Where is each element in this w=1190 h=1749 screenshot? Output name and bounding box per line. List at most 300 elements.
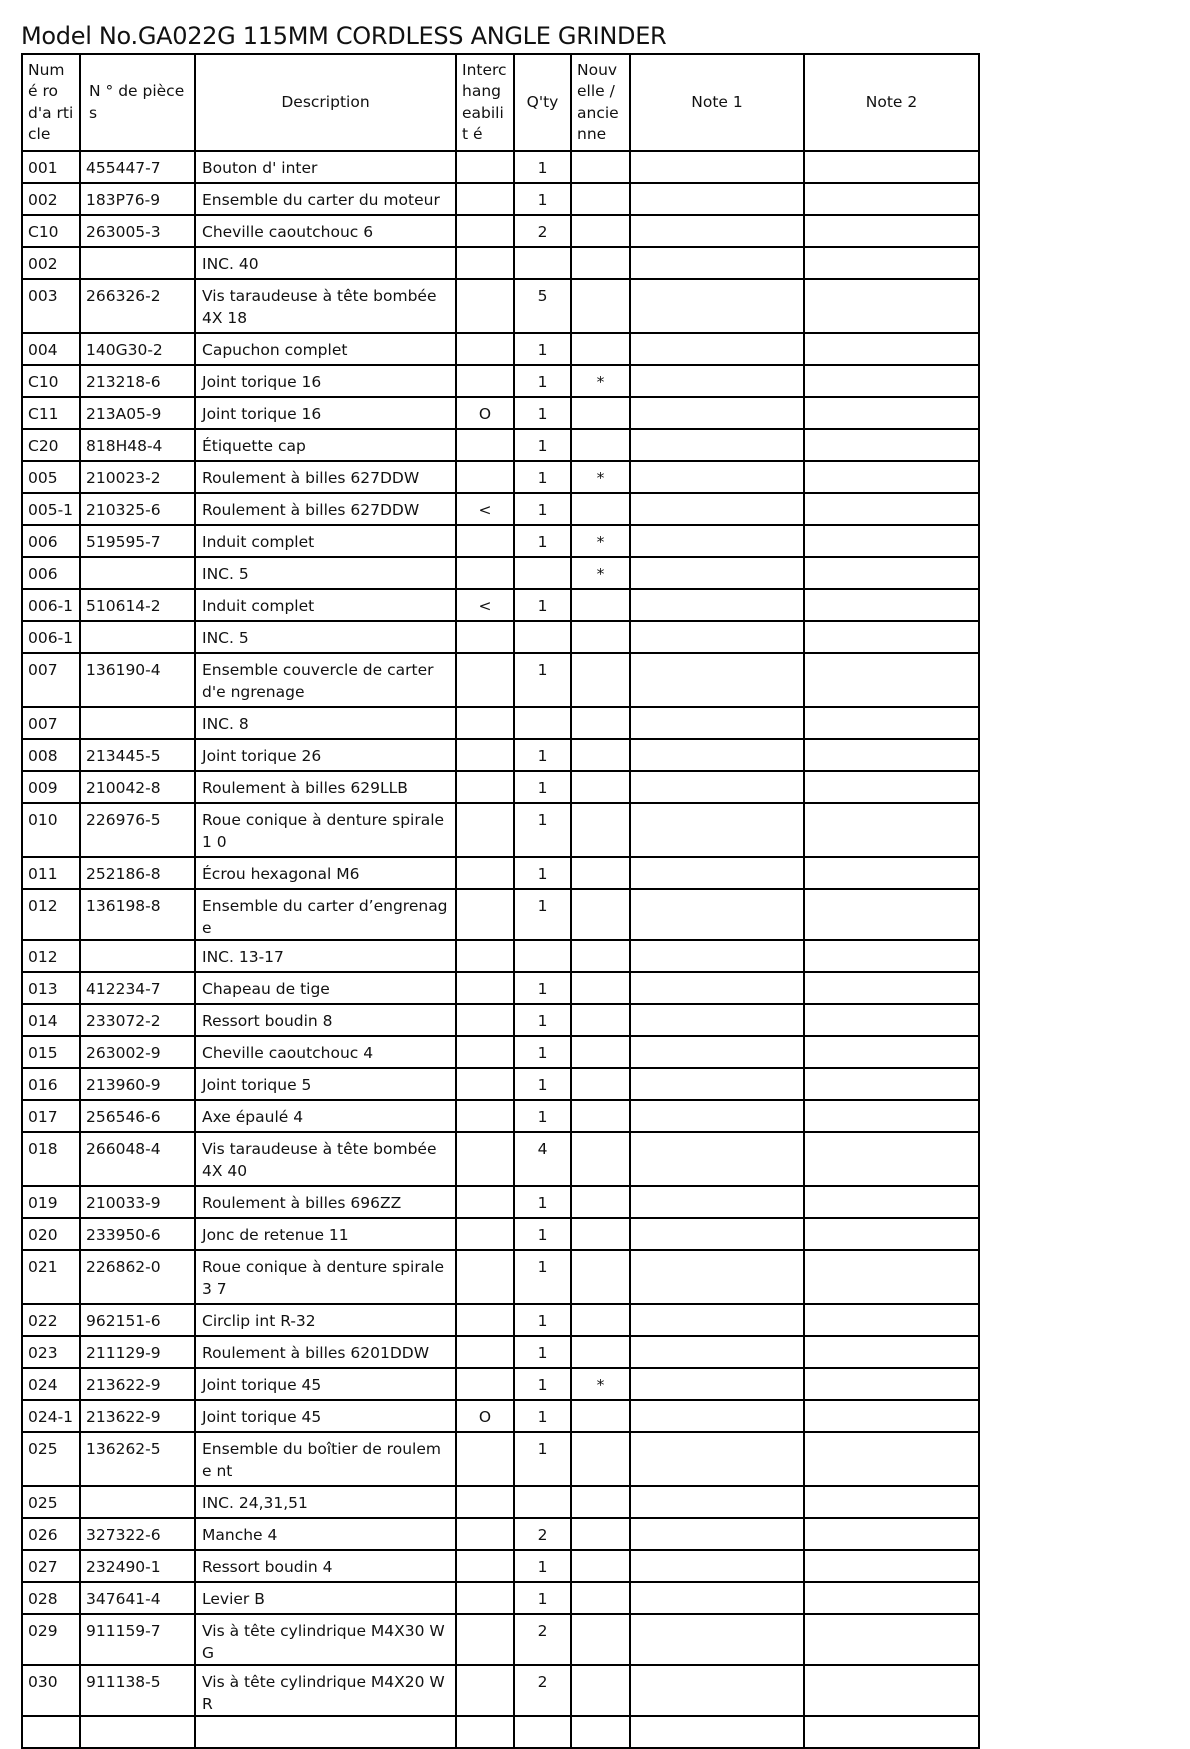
cell-note-2 — [804, 940, 979, 972]
cell-item-number: 003 — [22, 279, 80, 333]
cell-item-number: 028 — [22, 1582, 80, 1614]
cell-new-old — [571, 151, 630, 183]
cell-note-2 — [804, 279, 979, 333]
cell-item-number: 017 — [22, 1100, 80, 1132]
cell-note-2 — [804, 857, 979, 889]
cell-new-old — [571, 333, 630, 365]
cell-quantity: 1 — [514, 1036, 571, 1068]
cell-new-old — [571, 1218, 630, 1250]
cell-quantity: 1 — [514, 972, 571, 1004]
cell-new-old — [571, 653, 630, 707]
cell-part-number: 233072-2 — [80, 1004, 195, 1036]
cell-description: INC. 5 — [195, 557, 456, 589]
cell-quantity — [514, 247, 571, 279]
cell-item-number: 018 — [22, 1132, 80, 1186]
cell-interchangeability — [456, 1486, 514, 1518]
cell-item-number: 013 — [22, 972, 80, 1004]
table-row — [22, 1486, 979, 1518]
cell-part-number — [80, 621, 195, 653]
cell-description: INC. 5 — [195, 621, 456, 653]
cell-note-1 — [630, 461, 804, 493]
cell-part-number: 213960-9 — [80, 1068, 195, 1100]
cell-quantity — [514, 707, 571, 739]
cell-quantity: 5 — [514, 279, 571, 333]
cell-new-old — [571, 589, 630, 621]
cell-item-number: 022 — [22, 1304, 80, 1336]
cell-part-number: 233950-6 — [80, 1218, 195, 1250]
cell-new-old — [571, 1132, 630, 1186]
cell-quantity: 1 — [514, 525, 571, 557]
cell-new-old — [571, 803, 630, 857]
cell-interchangeability: < — [456, 589, 514, 621]
cell-part-number: 263005-3 — [80, 215, 195, 247]
cell-description: Roulement à billes 627DDW — [195, 461, 456, 493]
cell-new-old — [571, 279, 630, 333]
cell-new-old — [571, 1716, 630, 1748]
cell-quantity: 1 — [514, 183, 571, 215]
cell-part-number: 327322-6 — [80, 1518, 195, 1550]
cell-new-old — [571, 1665, 630, 1716]
cell-note-2 — [804, 1336, 979, 1368]
cell-interchangeability — [456, 525, 514, 557]
cell-quantity: 1 — [514, 1336, 571, 1368]
cell-note-2 — [804, 1004, 979, 1036]
cell-note-2 — [804, 1716, 979, 1748]
cell-quantity: 2 — [514, 1614, 571, 1665]
cell-note-2 — [804, 1582, 979, 1614]
cell-interchangeability: < — [456, 493, 514, 525]
cell-note-2 — [804, 889, 979, 940]
table-row — [22, 1550, 979, 1582]
cell-note-1 — [630, 1100, 804, 1132]
cell-note-2 — [804, 151, 979, 183]
cell-note-1 — [630, 1368, 804, 1400]
cell-part-number: 213A05-9 — [80, 397, 195, 429]
cell-interchangeability — [456, 889, 514, 940]
cell-quantity: 1 — [514, 1432, 571, 1486]
table-row — [22, 365, 979, 397]
cell-part-number: 136190-4 — [80, 653, 195, 707]
cell-note-2 — [804, 771, 979, 803]
cell-interchangeability — [456, 739, 514, 771]
header-part-number: N ° de pièces — [80, 54, 195, 151]
cell-quantity: 1 — [514, 1004, 571, 1036]
cell-item-number: 011 — [22, 857, 80, 889]
cell-description: Capuchon complet — [195, 333, 456, 365]
cell-interchangeability — [456, 1186, 514, 1218]
cell-new-old — [571, 1336, 630, 1368]
cell-note-2 — [804, 1304, 979, 1336]
cell-quantity: 1 — [514, 739, 571, 771]
cell-description: Roulement à billes 627DDW — [195, 493, 456, 525]
cell-note-2 — [804, 621, 979, 653]
cell-description: Ensemble du boîtier de rouleme nt — [195, 1432, 456, 1486]
cell-item-number: C10 — [22, 215, 80, 247]
cell-note-1 — [630, 972, 804, 1004]
cell-interchangeability — [456, 1132, 514, 1186]
cell-note-2 — [804, 1518, 979, 1550]
cell-new-old — [571, 429, 630, 461]
cell-part-number: 232490-1 — [80, 1550, 195, 1582]
table-row — [22, 333, 979, 365]
cell-description: Roulement à billes 696ZZ — [195, 1186, 456, 1218]
cell-new-old — [571, 1518, 630, 1550]
cell-note-1 — [630, 1614, 804, 1665]
cell-part-number: 266048-4 — [80, 1132, 195, 1186]
cell-note-1 — [630, 247, 804, 279]
cell-new-old — [571, 247, 630, 279]
table-row — [22, 889, 979, 940]
cell-item-number: 025 — [22, 1486, 80, 1518]
cell-description: Induit complet — [195, 525, 456, 557]
cell-note-1 — [630, 1004, 804, 1036]
cell-description: Roulement à billes 6201DDW — [195, 1336, 456, 1368]
cell-interchangeability — [456, 1716, 514, 1748]
cell-item-number: 012 — [22, 940, 80, 972]
table-row — [22, 1336, 979, 1368]
table-row — [22, 589, 979, 621]
cell-description: Levier B — [195, 1582, 456, 1614]
cell-quantity: 1 — [514, 429, 571, 461]
table-row — [22, 739, 979, 771]
table-row — [22, 1218, 979, 1250]
cell-new-old — [571, 1186, 630, 1218]
cell-note-1 — [630, 1716, 804, 1748]
cell-item-number: 001 — [22, 151, 80, 183]
cell-note-2 — [804, 1550, 979, 1582]
cell-description: Ensemble du carter d’engrenage — [195, 889, 456, 940]
cell-description: INC. 40 — [195, 247, 456, 279]
cell-new-old: * — [571, 525, 630, 557]
table-row — [22, 771, 979, 803]
cell-note-1 — [630, 1582, 804, 1614]
cell-quantity — [514, 557, 571, 589]
cell-note-2 — [804, 1100, 979, 1132]
cell-item-number: 014 — [22, 1004, 80, 1036]
cell-quantity — [514, 940, 571, 972]
table-row — [22, 429, 979, 461]
cell-interchangeability — [456, 771, 514, 803]
cell-note-1 — [630, 1186, 804, 1218]
cell-quantity: 1 — [514, 589, 571, 621]
cell-interchangeability — [456, 803, 514, 857]
cell-note-1 — [630, 365, 804, 397]
cell-interchangeability — [456, 279, 514, 333]
cell-interchangeability: O — [456, 1400, 514, 1432]
cell-item-number: 021 — [22, 1250, 80, 1304]
cell-quantity: 2 — [514, 1665, 571, 1716]
cell-note-2 — [804, 1432, 979, 1486]
cell-interchangeability — [456, 621, 514, 653]
cell-item-number: 019 — [22, 1186, 80, 1218]
cell-description: Vis à tête cylindrique M4X30 WG — [195, 1614, 456, 1665]
table-row — [22, 493, 979, 525]
cell-note-1 — [630, 1518, 804, 1550]
cell-note-1 — [630, 857, 804, 889]
header-new-old: Nouv elle / ancie nne — [571, 54, 630, 151]
cell-new-old — [571, 940, 630, 972]
cell-interchangeability — [456, 940, 514, 972]
cell-interchangeability — [456, 1368, 514, 1400]
table-row — [22, 1304, 979, 1336]
cell-part-number: 266326-2 — [80, 279, 195, 333]
cell-part-number — [80, 557, 195, 589]
cell-interchangeability — [456, 557, 514, 589]
cell-note-1 — [630, 525, 804, 557]
cell-note-1 — [630, 1486, 804, 1518]
cell-new-old — [571, 1068, 630, 1100]
cell-description: Vis taraudeuse à tête bombée 4X 40 — [195, 1132, 456, 1186]
cell-part-number: 213622-9 — [80, 1400, 195, 1432]
cell-interchangeability — [456, 857, 514, 889]
cell-item-number: 009 — [22, 771, 80, 803]
cell-item-number: 026 — [22, 1518, 80, 1550]
cell-note-1 — [630, 557, 804, 589]
cell-interchangeability — [456, 1218, 514, 1250]
cell-new-old — [571, 1304, 630, 1336]
cell-item-number: 025 — [22, 1432, 80, 1486]
cell-part-number: 210325-6 — [80, 493, 195, 525]
cell-item-number: 005 — [22, 461, 80, 493]
header-item-number: Numé ro d'a rticle — [22, 54, 80, 151]
table-row — [22, 1432, 979, 1486]
cell-part-number: 256546-6 — [80, 1100, 195, 1132]
table-row — [22, 621, 979, 653]
cell-note-1 — [630, 151, 804, 183]
cell-note-2 — [804, 557, 979, 589]
cell-interchangeability — [456, 707, 514, 739]
cell-note-1 — [630, 621, 804, 653]
cell-quantity: 4 — [514, 1132, 571, 1186]
table-row — [22, 1100, 979, 1132]
table-row — [22, 461, 979, 493]
header-note-1: Note 1 — [630, 54, 804, 151]
cell-note-1 — [630, 1068, 804, 1100]
cell-quantity: 1 — [514, 653, 571, 707]
cell-note-2 — [804, 803, 979, 857]
cell-note-2 — [804, 1186, 979, 1218]
cell-item-number — [22, 1716, 80, 1748]
cell-interchangeability — [456, 1004, 514, 1036]
cell-quantity: 1 — [514, 1550, 571, 1582]
cell-interchangeability — [456, 183, 514, 215]
cell-item-number: C11 — [22, 397, 80, 429]
cell-note-2 — [804, 397, 979, 429]
cell-interchangeability — [456, 1304, 514, 1336]
cell-item-number: 007 — [22, 707, 80, 739]
cell-note-1 — [630, 1432, 804, 1486]
cell-note-1 — [630, 1036, 804, 1068]
cell-description: Cheville caoutchouc 6 — [195, 215, 456, 247]
cell-interchangeability — [456, 1432, 514, 1486]
table-row — [22, 1036, 979, 1068]
cell-note-2 — [804, 1665, 979, 1716]
cell-new-old: * — [571, 557, 630, 589]
table-row — [22, 1518, 979, 1550]
table-row — [22, 1368, 979, 1400]
cell-note-1 — [630, 397, 804, 429]
cell-new-old — [571, 621, 630, 653]
cell-description: Manche 4 — [195, 1518, 456, 1550]
cell-part-number: 911138-5 — [80, 1665, 195, 1716]
cell-interchangeability — [456, 1614, 514, 1665]
cell-note-2 — [804, 1036, 979, 1068]
cell-description — [195, 1716, 456, 1748]
cell-note-2 — [804, 1218, 979, 1250]
cell-note-2 — [804, 1250, 979, 1304]
table-header-row — [22, 54, 979, 151]
cell-note-1 — [630, 429, 804, 461]
cell-note-1 — [630, 1250, 804, 1304]
cell-quantity: 1 — [514, 1250, 571, 1304]
table-row — [22, 707, 979, 739]
cell-quantity: 1 — [514, 1582, 571, 1614]
cell-description: Circlip int R-32 — [195, 1304, 456, 1336]
cell-description: INC. 13-17 — [195, 940, 456, 972]
cell-part-number — [80, 707, 195, 739]
table-row — [22, 1068, 979, 1100]
cell-item-number: 002 — [22, 247, 80, 279]
cell-description: Roulement à billes 629LLB — [195, 771, 456, 803]
cell-quantity — [514, 1486, 571, 1518]
cell-part-number: 263002-9 — [80, 1036, 195, 1068]
table-row — [22, 803, 979, 857]
table-row — [22, 1582, 979, 1614]
cell-part-number: 226976-5 — [80, 803, 195, 857]
cell-note-2 — [804, 972, 979, 1004]
cell-part-number — [80, 1716, 195, 1748]
cell-item-number: 002 — [22, 183, 80, 215]
table-row — [22, 1400, 979, 1432]
header-note-2: Note 2 — [804, 54, 979, 151]
cell-description: Joint torique 16 — [195, 365, 456, 397]
table-row — [22, 151, 979, 183]
cell-description: INC. 24,31,51 — [195, 1486, 456, 1518]
cell-new-old — [571, 771, 630, 803]
cell-part-number: 412234-7 — [80, 972, 195, 1004]
cell-note-1 — [630, 1550, 804, 1582]
table-row — [22, 557, 979, 589]
cell-quantity: 2 — [514, 1518, 571, 1550]
cell-part-number: 252186-8 — [80, 857, 195, 889]
cell-quantity: 1 — [514, 803, 571, 857]
cell-note-2 — [804, 183, 979, 215]
cell-quantity: 1 — [514, 889, 571, 940]
cell-interchangeability — [456, 1665, 514, 1716]
cell-item-number: 006-1 — [22, 589, 80, 621]
cell-part-number: 183P76-9 — [80, 183, 195, 215]
cell-new-old: * — [571, 365, 630, 397]
cell-item-number: 008 — [22, 739, 80, 771]
cell-description: Induit complet — [195, 589, 456, 621]
cell-description: Vis taraudeuse à tête bombée 4X 18 — [195, 279, 456, 333]
cell-part-number: 213218-6 — [80, 365, 195, 397]
cell-new-old — [571, 1486, 630, 1518]
cell-new-old — [571, 1004, 630, 1036]
cell-note-2 — [804, 1400, 979, 1432]
cell-new-old — [571, 1100, 630, 1132]
cell-note-2 — [804, 215, 979, 247]
cell-quantity: 1 — [514, 1186, 571, 1218]
cell-part-number: 213622-9 — [80, 1368, 195, 1400]
cell-note-1 — [630, 1132, 804, 1186]
cell-note-1 — [630, 589, 804, 621]
cell-interchangeability — [456, 461, 514, 493]
cell-item-number: 027 — [22, 1550, 80, 1582]
cell-item-number: 006 — [22, 525, 80, 557]
cell-description: Ressort boudin 4 — [195, 1550, 456, 1582]
cell-description: Joint torique 45 — [195, 1368, 456, 1400]
cell-description: Joint torique 45 — [195, 1400, 456, 1432]
cell-interchangeability — [456, 1100, 514, 1132]
cell-note-1 — [630, 1304, 804, 1336]
cell-item-number: 023 — [22, 1336, 80, 1368]
document-title: Model No.GA022G 115MM CORDLESS ANGLE GRINDER — [21, 22, 667, 50]
cell-interchangeability — [456, 1582, 514, 1614]
cell-note-2 — [804, 1614, 979, 1665]
cell-part-number: 962151-6 — [80, 1304, 195, 1336]
cell-description: Joint torique 26 — [195, 739, 456, 771]
cell-part-number — [80, 940, 195, 972]
cell-note-2 — [804, 1368, 979, 1400]
cell-note-1 — [630, 771, 804, 803]
cell-part-number: 211129-9 — [80, 1336, 195, 1368]
table-row — [22, 1665, 979, 1716]
cell-quantity: 1 — [514, 461, 571, 493]
cell-part-number: 226862-0 — [80, 1250, 195, 1304]
cell-new-old — [571, 972, 630, 1004]
cell-interchangeability — [456, 247, 514, 279]
cell-note-2 — [804, 493, 979, 525]
cell-description: Chapeau de tige — [195, 972, 456, 1004]
cell-interchangeability — [456, 151, 514, 183]
cell-interchangeability: O — [456, 397, 514, 429]
cell-part-number: 818H48-4 — [80, 429, 195, 461]
cell-note-1 — [630, 1665, 804, 1716]
cell-part-number — [80, 247, 195, 279]
cell-note-2 — [804, 1132, 979, 1186]
cell-quantity — [514, 1716, 571, 1748]
cell-note-2 — [804, 525, 979, 557]
cell-note-2 — [804, 429, 979, 461]
table-row — [22, 1186, 979, 1218]
cell-note-2 — [804, 739, 979, 771]
cell-description: Bouton d' inter — [195, 151, 456, 183]
cell-new-old — [571, 183, 630, 215]
cell-description: Joint torique 16 — [195, 397, 456, 429]
cell-new-old — [571, 857, 630, 889]
cell-note-2 — [804, 333, 979, 365]
cell-new-old — [571, 1250, 630, 1304]
cell-note-1 — [630, 183, 804, 215]
parts-table — [21, 53, 980, 1749]
cell-note-2 — [804, 1068, 979, 1100]
cell-interchangeability — [456, 1036, 514, 1068]
cell-description: Vis à tête cylindrique M4X20 WR — [195, 1665, 456, 1716]
table-row — [22, 972, 979, 1004]
cell-description: Axe épaulé 4 — [195, 1100, 456, 1132]
cell-note-1 — [630, 739, 804, 771]
cell-new-old — [571, 739, 630, 771]
table-row — [22, 653, 979, 707]
cell-interchangeability — [456, 429, 514, 461]
cell-interchangeability — [456, 1518, 514, 1550]
cell-quantity: 1 — [514, 1368, 571, 1400]
cell-quantity: 1 — [514, 1304, 571, 1336]
cell-note-1 — [630, 215, 804, 247]
cell-note-1 — [630, 889, 804, 940]
cell-quantity: 1 — [514, 151, 571, 183]
